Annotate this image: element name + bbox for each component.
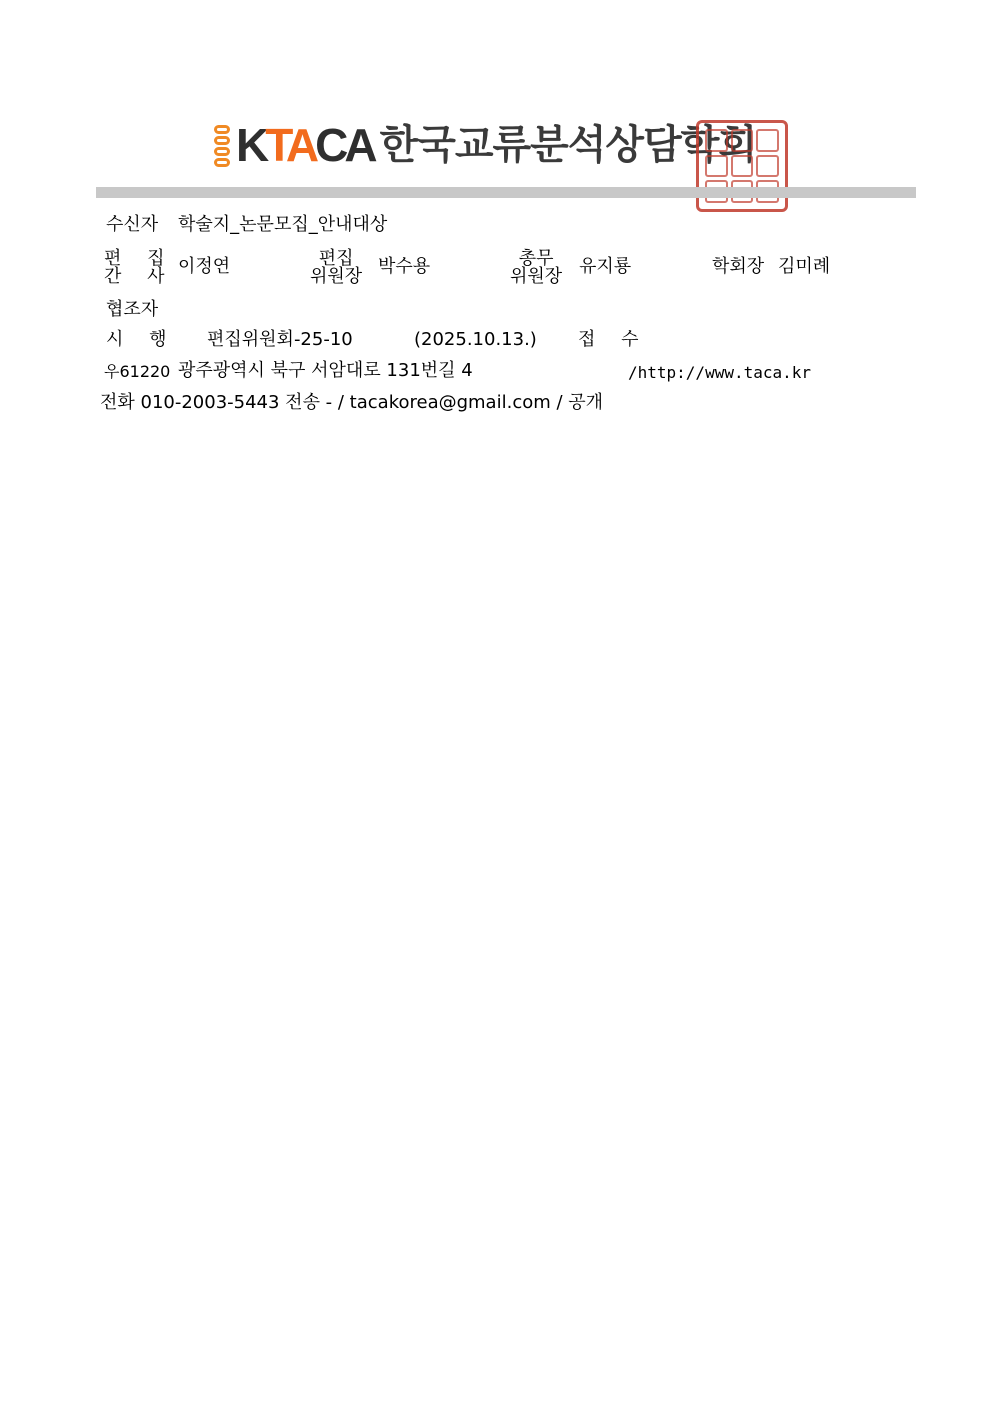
editor-label: 편 집 간 사 — [104, 248, 175, 287]
president-name: 김미례 — [778, 256, 831, 277]
postal-code: 우61220 — [104, 362, 171, 381]
website-link[interactable]: /http://www.taca.kr — [628, 363, 812, 382]
president-label: 학회장 — [712, 256, 765, 277]
enforcement-label: 시 행 — [106, 329, 177, 350]
society-logo — [212, 119, 756, 171]
chief-editor-name: 박수용 — [378, 256, 431, 277]
logo-chain-icon — [212, 123, 234, 167]
street-address: 광주광역시 북구 서암대로 131번길 4 — [178, 360, 473, 381]
general-affairs-label: 총무 위원장 — [510, 248, 563, 287]
enforcement-date: (2025.10.13.) — [414, 329, 537, 350]
header-divider — [96, 187, 916, 198]
general-affairs-name: 유지룡 — [579, 256, 632, 277]
cooperator-label: 협조자 — [106, 299, 159, 320]
logo-english: K TA CA — [236, 119, 374, 171]
recipient-value: 학술지_논문모집_안내대상 — [178, 214, 388, 235]
contact-line: 전화 010-2003-5443 전송 - / tacakorea@gmail.com / 공개 — [100, 392, 604, 413]
recipient-label: 수신자 — [106, 214, 159, 235]
official-seal-icon — [696, 120, 788, 212]
receipt-label: 접 수 — [578, 329, 649, 350]
document-number: 편집위원회-25-10 — [207, 329, 353, 350]
logo-korean: 한국교류분석상담학회 — [379, 122, 756, 168]
chief-editor-label: 편집 위원장 — [310, 248, 363, 287]
editor-name: 이정연 — [178, 256, 231, 277]
